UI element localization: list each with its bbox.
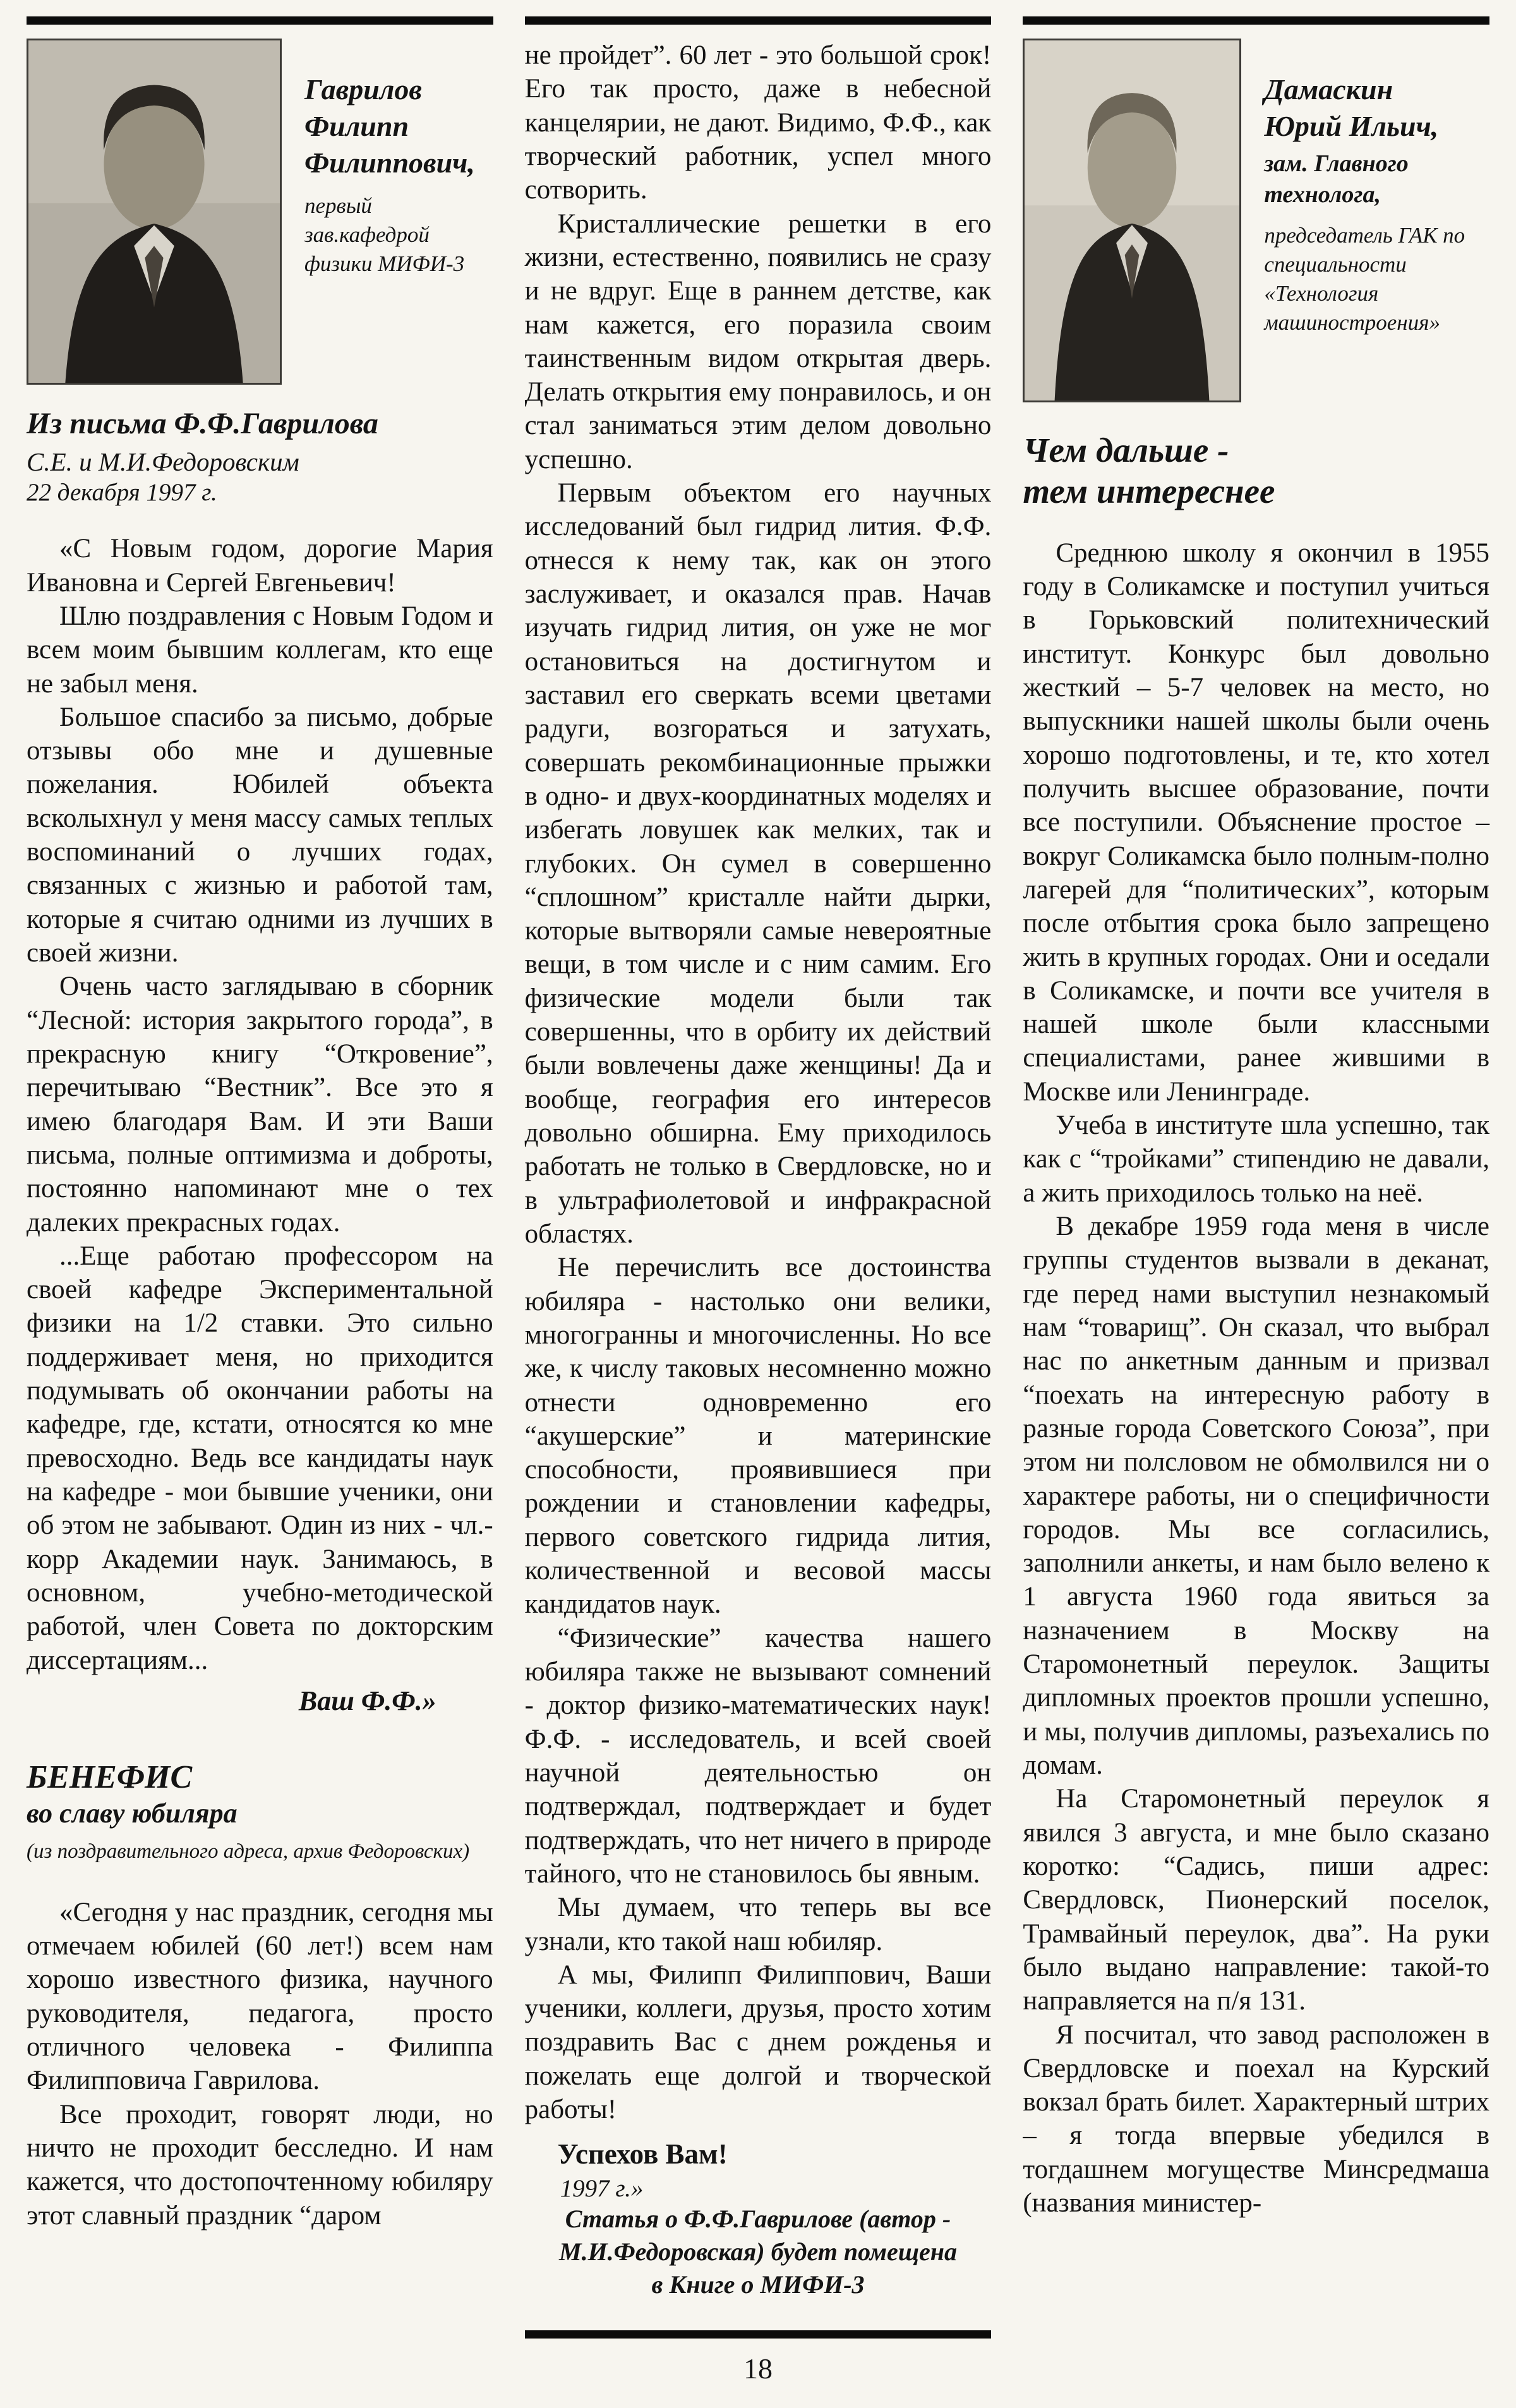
chapter-heading [1023,430,1489,512]
left-column [27,16,493,2303]
benefis-subheading: во славу юбиляра [27,1797,238,1829]
portrait-silhouette [28,40,280,383]
gavrilov-photo-caption [282,39,493,385]
gavrilov-portrait-photo [27,39,282,385]
damaskin-caption-name: Дамаскин [1264,73,1393,105]
benefis-source-note: (из поздравительного адреса, архив Федоровских) [27,1839,470,1863]
paragraph: Не перечислить все достоинства юбиляра - настолько они велики, многогранны и многочисленны. Но все же, к числу таковых несомненно можно отнести одновременно его “акушерские” и материнские способности, проявившиеся при рождении и становлении кафедры, первого советского гидрида лития, количественной и весовой массы кандидатов наук. [524,1253,992,1620]
paragraph: В декабре 1959 года меня в числе группы студентов вызвали в деканат, где перед нами выступил незнакомый нам “товарищ”. Он сказал, что выбрал нас по анкетным данным и призвал “поехать на интересную работу в разные города Советского Союза”, при этом ни полсловом не обмолвился ни о характере работы, ни о специфичности городов. Мы все согласились, заполнили анкеты, и нам было велено к 1 августа 1960 года явиться за назначением в Москву на Старомонетный переулок. Защиты дипломных проектов прошли успешно, и мы, получив дипломы, разъехались по домам. [1023,1212,1490,1781]
article-note: Статья о Ф.Ф.Гаврилове (автор - М.И.Федоровская) будет помещена в Книге о МИФИ-3 [559,2205,957,2299]
middle-column-top-rule [525,16,992,25]
paragraph: Среднюю школу я окончил в 1955 году в Соликамске и поступил учиться в Горьковский политехнический институт. Конкурс был довольно жесткий – 5-7 человек на место, но выпускники нашей школы были очень хорошо подготовлены, и те, кто хотел получить высшее образование, почти все поступили. Объяснение простое – вокруг Соликамска было полным-полно лагерей для “политических”, которым после отбытия срока было запрещено жить в крупных городах. Они и оседали в Соликамске, и почти все учителя в нашей школе были классными специалистами, ранее жившими в Москве или Ленинграде. [1023,538,1490,1107]
closing-wish: Успехов Вам! [557,2138,728,2170]
paragraph: На Старомонетный переулок я явился 3 августа, и мне было сказано коротко: “Садись, пиши адрес: Свердловск, Пионерский поселок, Трамвайный переулок, два”. На руки было выдано направление: такой-то направляется на п/я 131. [1023,1784,1490,2016]
letter-signature: Ваш Ф.Ф.» [298,1685,436,1716]
paragraph: Все проходит, говорят люди, но ничто не проходит бесследно. И нам кажется, что достопочтенному юбиляру этот славный праздник “даром [27,2099,493,2230]
paragraph: Я посчитал, что завод расположен в Свердловске и поехал на Курский вокзал брать билет. Характерный штрих – я тогда впервые убедился в тогдашнем могуществе Минсредмаша (названия министер- [1023,2020,1490,2218]
left-column-top-rule [27,16,493,25]
benefis-heading: БЕНЕФИС [27,1759,193,1795]
damaskin-portrait-photo [1023,39,1241,402]
columns-container [27,16,1489,2303]
letter-addressee: С.Е. и М.И.Федоровским [27,447,299,476]
paragraph: «С Новым годом, дорогие Мария Ивановна и Сергей Евгеньевич! [27,534,493,598]
damaskin-photo-block [1023,39,1489,402]
paragraph: Первым объектом его научных исследований был гидрид лития. Ф.Ф. отнесся к нему так, как он этого заслуживает, и оказался прав. Начав изучать гидрид лития, он уже не мог остановиться на достигнутом и заставил его сверкать всеми цветами радуги, возгораться и затухать, совершать рекомбинационные прыжки в одно- и двух-координатных моделях и избегать ловушек как мелких, так и глубоких. Он сумел в совершенно “сплошном” кристалле найти дырки, которые вытворяли самые невероятные вещи, в том числе и с ним самим. Его физические модели были так совершенны, что в орбиту их действий были вовлечены даже женщины! Да и вообще, география его интересов довольно обширна. Ему приходилось работать не только в Свердловске, но и в ультрафиолетовой и инфракрасной областях. [524,478,992,1249]
chapter-heading-line1: Чем дальше - [1023,431,1229,469]
damaskin-photo-caption [1241,39,1489,402]
damaskin-caption-name-line2: Юрий Ильич, [1264,109,1439,142]
paragraph: Кристаллические решетки в его жизни, естественно, появились не сразу и не вдруг. Еще в раннем детстве, как нам кажется, его поразила своим таинственным видом открытая дверь. Делать открытия ему понравилось, и он стал заниматься этим делом довольно успешно. [524,208,992,474]
paragraph: Большое спасибо за письмо, добрые отзывы обо мне и душевные пожелания. Юбилей объекта всколыхнул у меня массу самых теплых воспоминаний о лучших годах, связанных с жизнью и работой там, которые я считаю одними из лучших в своей жизни. [27,702,493,968]
paragraph: не пройдет”. 60 лет - это большой срок! Его так просто, даже в небесной канцелярии, не дают. Видимо, Ф.Ф., как творческий работник, успел много сотворить. [524,40,992,205]
gavrilov-caption-role: первый зав.кафедрой физики МИФИ-3 [304,193,465,277]
middle-column-footer [525,2203,992,2339]
chapter-heading-line2: тем интереснее [1023,471,1275,510]
damaskin-caption-role-primary: зам. Главного технолога, [1264,150,1409,208]
paragraph: ...Еще работаю профессором на своей кафедре Экспериментальной физики на 1/2 ставки. Это сильно поддерживает меня, но приходится подумывать об окончании работы на кафедре, где, кстати, относятся ко мне превосходно. Ведь все кандидаты наук на кафедре - мои бывшие ученики, они об этом не забывают. Один из них - чл.-корр Академии наук. Занимаюсь, в основном, учебно-методической работой, член Совета по докторским диссертациям... [27,1241,493,1675]
paragraph: “Физические” качества нашего юбиляра также не вызывают сомнений - доктор физико-математических наук! Ф.Ф. - исследователь, и всей своей научной деятельностью он подтверждал, подтверждает и будет подтверждать, что нет ничего в природе тайного, что не становилось бы явным. [524,1623,992,1889]
paragraph: Учеба в институте шла успешно, так как с “тройками” стипендию не давали, а жить приходилось только на неё. [1023,1111,1490,1208]
middle-column [525,16,992,2303]
page-number: 18 [743,2352,773,2385]
paragraph: А мы, Филипп Филиппович, Ваши ученики, коллеги, друзья, просто хотим поздравить Вас с днем рожденья и пожелать еще долгой и творческой работы! [524,1960,992,2125]
right-column-top-rule [1023,16,1489,25]
gavrilov-photo-block [27,39,493,385]
middle-column-bottom-rule [525,2330,992,2339]
damaskin-caption-role-secondary: председатель ГАК по специальности «Технология машиностроения» [1264,222,1465,335]
letter-heading: Из письма Ф.Ф.Гаврилова [27,407,378,440]
paragraph: Очень часто заглядываю в сборник “Лесной: история закрытого города”, в прекрасную книгу “Откровение”, перечитываю “Вестник”. Все это я имею благодаря Вам. И эти Ваши письма, полные оптимизма и доброты, постоянно напоминают мне о тех далеких прекрасных годах. [27,972,493,1237]
portrait-silhouette [1025,40,1239,400]
right-column [1023,16,1489,2303]
closing-date: 1997 г.» [560,2175,644,2203]
gavrilov-caption-name: Гаврилов Филипп Филиппович, [304,73,475,179]
paragraph: Мы думаем, что теперь вы все узнали, кто такой наш юбиляр. [524,1893,992,1956]
paragraph: Шлю поздравления с Новым Годом и всем моим бывшим коллегам, кто еще не забыл меня. [27,601,493,699]
paragraph: «Сегодня у нас праздник, сегодня мы отмечаем юбилей (60 лет!) всем нам хорошо известного физика, научного руководителя, педагога, просто отличного человека - Филиппа Филипповича Гаврилова. [27,1897,493,2096]
letter-date: 22 декабря 1997 г. [27,479,217,507]
